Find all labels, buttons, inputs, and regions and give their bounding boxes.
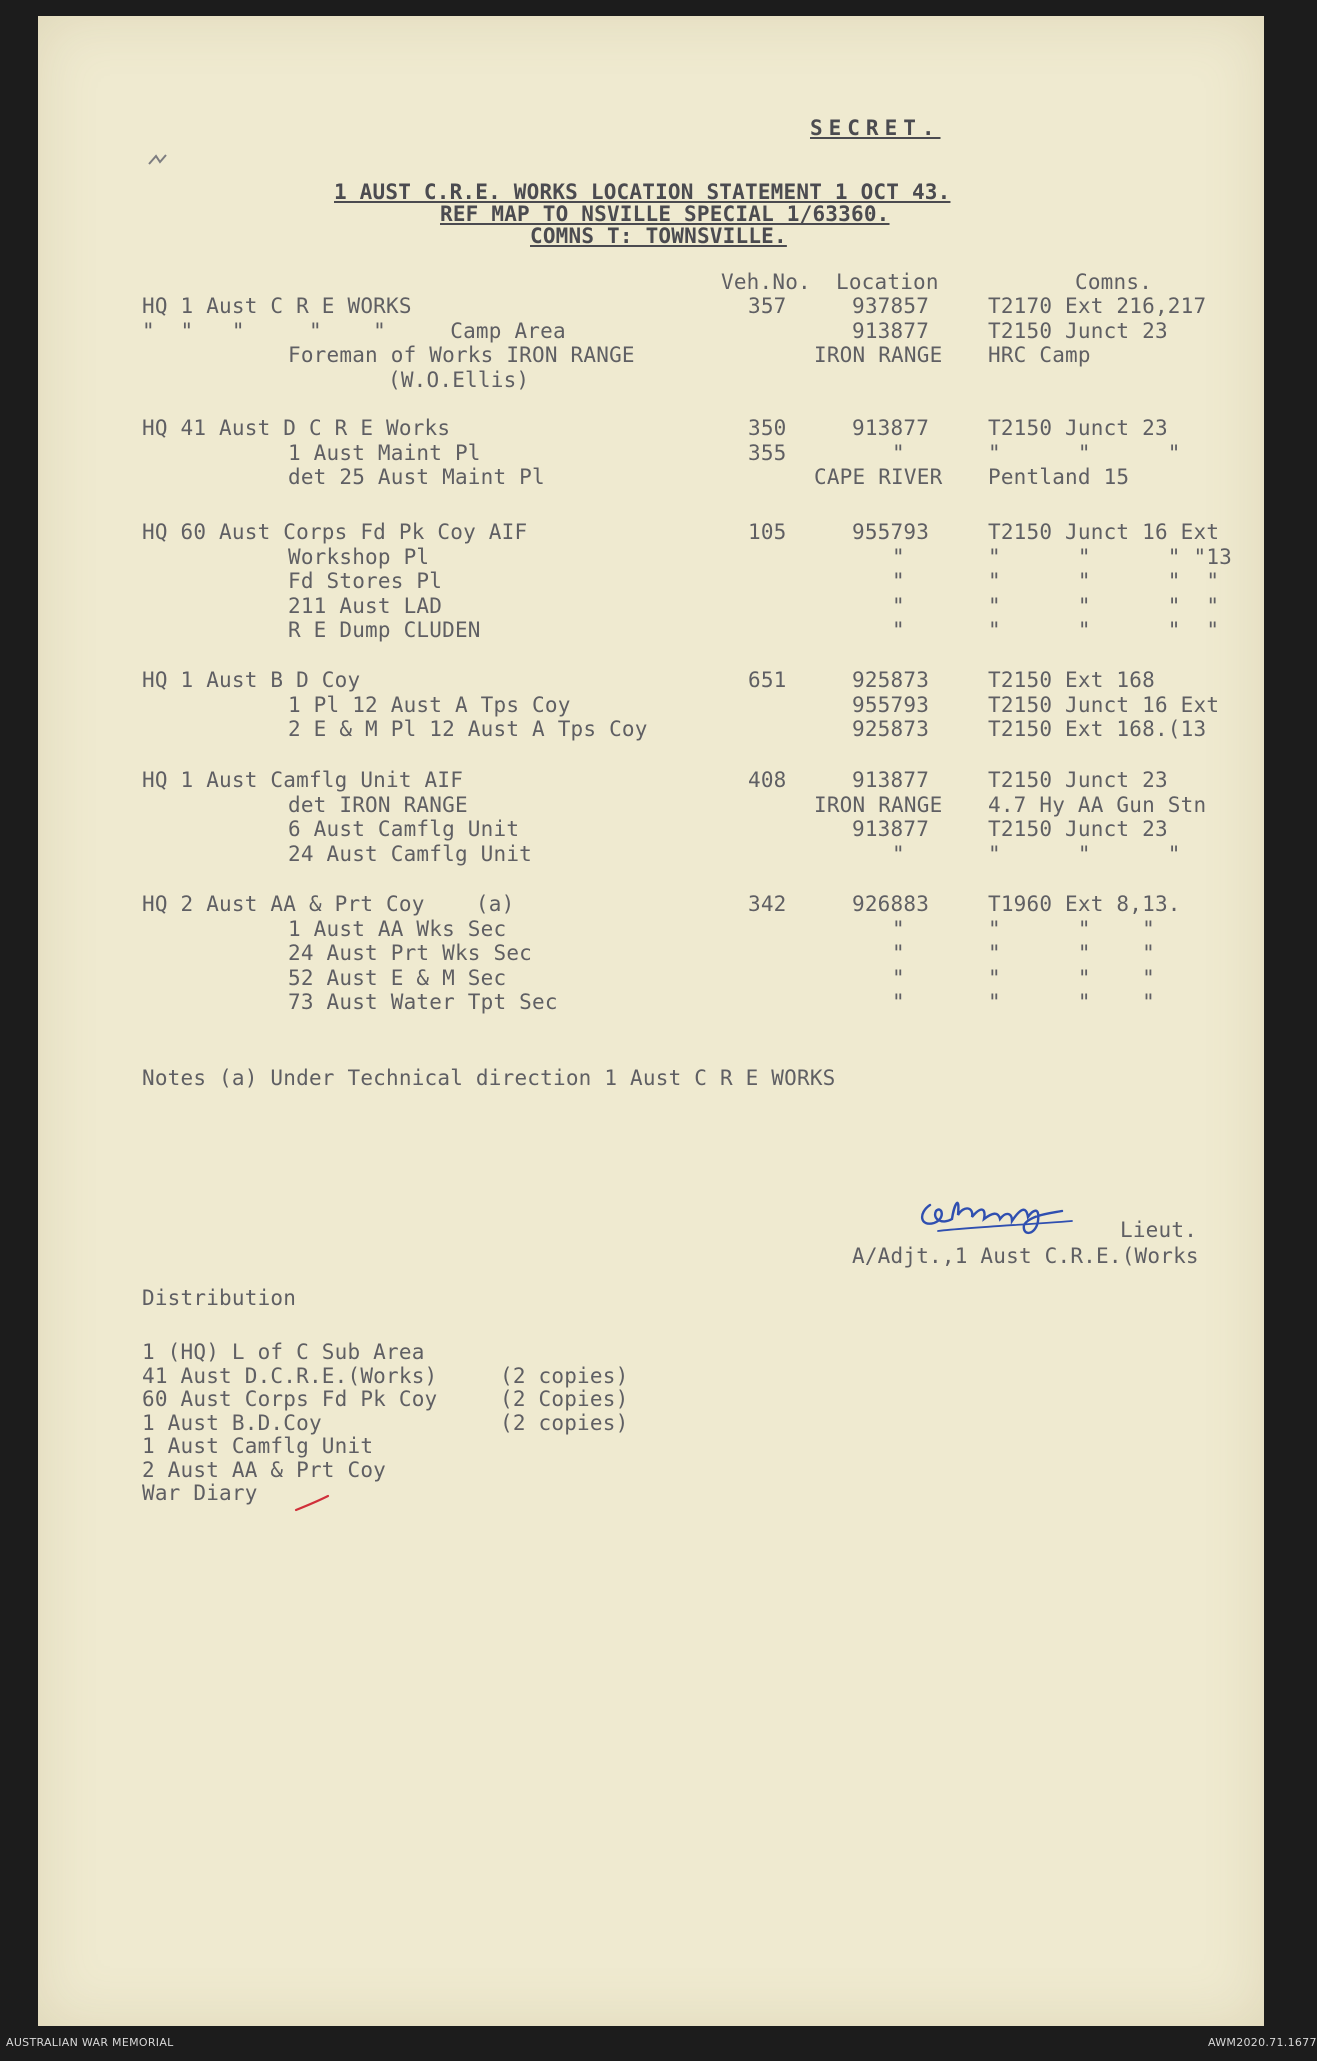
footer-archive-name: AUSTRALIAN WAR MEMORIAL xyxy=(6,2036,174,2049)
location-value: CAPE RIVER xyxy=(814,465,943,489)
unit-name: 1 Aust Maint Pl xyxy=(288,440,481,465)
unit-name: 24 Aust Prt Wks Sec xyxy=(288,941,533,965)
vehicle-number: 357 xyxy=(748,294,787,318)
notes-text: Notes (a) Under Technical direction 1 Aust C R E WORKS xyxy=(142,1066,836,1090)
location-value: " xyxy=(892,990,905,1014)
comms-value: " " " xyxy=(988,841,1181,866)
unit-name: det 25 Aust Maint Pl xyxy=(288,465,545,489)
footer-reference-number: AWM2020.71.1677 xyxy=(1208,2036,1317,2049)
location-value: " xyxy=(892,965,905,990)
location-value: 913877 xyxy=(852,318,930,343)
location-value: 913877 xyxy=(852,768,930,792)
location-value: " xyxy=(892,618,905,642)
signature-appointment: A/Adjt.,1 Aust C.R.E.(Works xyxy=(852,1244,1199,1268)
title-line: REF MAP TO NSVILLE SPECIAL 1/63360. xyxy=(440,202,890,226)
vehicle-number: 408 xyxy=(748,768,787,792)
vehicle-number: 355 xyxy=(748,440,787,465)
unit-name: HQ 1 Aust B D Coy xyxy=(142,668,361,692)
distribution-copies: (2 Copies) xyxy=(500,1387,629,1411)
location-value: 926883 xyxy=(852,892,930,916)
comms-value: T2170 Ext 216,217 xyxy=(988,294,1207,318)
location-value: 925873 xyxy=(852,717,930,741)
unit-name: det IRON RANGE xyxy=(288,792,468,817)
comms-value: " " " xyxy=(988,941,1155,965)
comms-value: T1960 Ext 8,13. xyxy=(988,892,1181,916)
distribution-item: War Diary xyxy=(142,1481,258,1505)
location-header: Location xyxy=(836,270,939,294)
unit-name: HQ 60 Aust Corps Fd Pk Coy AIF xyxy=(142,520,528,544)
unit-name: 52 Aust E & M Sec xyxy=(288,965,507,990)
unit-name: HQ 1 Aust Camflg Unit AIF xyxy=(142,768,464,792)
distribution-item: 1 Aust Camflg Unit xyxy=(142,1434,374,1458)
location-value: 925873 xyxy=(852,668,930,692)
comms-value: " " " xyxy=(988,965,1155,990)
unit-name: Workshop Pl xyxy=(288,544,430,569)
location-value: 937857 xyxy=(852,294,930,318)
comms-value: T2150 Junct 23 xyxy=(988,416,1168,440)
location-value: " xyxy=(892,544,905,569)
title-line: 1 AUST C.R.E. WORKS LOCATION STATEMENT 1 OCT 43. xyxy=(334,180,951,204)
unit-name: 211 Aust LAD xyxy=(288,593,443,618)
distribution-item: 1 (HQ) L of C Sub Area xyxy=(142,1340,425,1364)
comms-value: " " " xyxy=(988,440,1181,465)
distribution-item: 1 Aust B.D.Coy xyxy=(142,1410,322,1435)
unit-name: 6 Aust Camflg Unit xyxy=(288,817,520,841)
location-value: " xyxy=(892,841,905,866)
classification-heading: SECRET. xyxy=(810,116,941,140)
location-value: 913877 xyxy=(852,416,930,440)
unit-name: HQ 1 Aust C R E WORKS xyxy=(142,294,412,318)
comms-value: T2150 Junct 23 xyxy=(988,318,1168,343)
comms-value: T2150 Ext 168 xyxy=(988,668,1155,692)
location-value: " xyxy=(892,941,905,965)
distribution-item: 2 Aust AA & Prt Coy xyxy=(142,1457,387,1482)
unit-name: Fd Stores Pl xyxy=(288,569,443,593)
comns-header: Comns. xyxy=(1075,270,1153,294)
comms-value: Pentland 15 xyxy=(988,465,1130,489)
distribution-item: 41 Aust D.C.R.E.(Works) xyxy=(142,1363,438,1388)
unit-name: 1 Pl 12 Aust A Tps Coy xyxy=(288,692,571,717)
veh-no-header: Veh.No. xyxy=(721,270,811,294)
distribution-heading: Distribution xyxy=(142,1286,297,1310)
vehicle-number: 342 xyxy=(748,892,787,916)
distribution-copies: (2 copies) xyxy=(500,1363,629,1388)
location-value: " xyxy=(892,593,905,618)
comms-value: 4.7 Hy AA Gun Stn xyxy=(988,792,1207,817)
title-line: COMNS T: TOWNSVILLE. xyxy=(530,224,787,248)
unit-name: (W.O.Ellis) xyxy=(388,367,530,392)
location-value: " xyxy=(892,916,905,941)
comms-value: " " " xyxy=(988,916,1155,941)
comms-value: HRC Camp xyxy=(988,343,1091,367)
unit-name: Foreman of Works IRON RANGE xyxy=(288,343,635,367)
unit-name: 1 Aust AA Wks Sec xyxy=(288,916,507,941)
unit-name: R E Dump CLUDEN xyxy=(288,618,481,642)
location-value: " xyxy=(892,569,905,593)
comms-value: " " " " xyxy=(988,618,1220,642)
unit-name: HQ 41 Aust D C R E Works xyxy=(142,416,451,440)
unit-name: " " " " " Camp Area xyxy=(142,318,566,343)
comms-value: " " " xyxy=(988,990,1155,1014)
comms-value: T2150 Junct 23 xyxy=(988,817,1168,841)
location-value: 955793 xyxy=(852,520,930,544)
unit-name: 2 E & M Pl 12 Aust A Tps Coy xyxy=(288,717,648,741)
red-tick-mark-icon xyxy=(292,1494,332,1514)
comms-value: " " " " xyxy=(988,569,1220,593)
comms-value: T2150 Junct 16 Ext xyxy=(988,520,1220,544)
pencil-mark-icon xyxy=(146,150,176,170)
distribution-copies: (2 copies) xyxy=(500,1410,629,1435)
vehicle-number: 105 xyxy=(748,520,787,544)
unit-name: 24 Aust Camflg Unit xyxy=(288,841,533,866)
vehicle-number: 651 xyxy=(748,668,787,692)
comms-value: " " " " xyxy=(988,593,1220,618)
location-value: IRON RANGE xyxy=(814,792,943,817)
location-value: " xyxy=(892,440,905,465)
comms-value: T2150 Junct 23 xyxy=(988,768,1168,792)
location-value: 955793 xyxy=(852,692,930,717)
distribution-item: 60 Aust Corps Fd Pk Coy xyxy=(142,1387,438,1411)
comms-value: " " " "13 xyxy=(988,544,1233,569)
location-value: IRON RANGE xyxy=(814,343,943,367)
handwritten-signature-icon xyxy=(912,1175,1142,1245)
unit-name: 73 Aust Water Tpt Sec xyxy=(288,990,558,1014)
comms-value: T2150 Junct 16 Ext xyxy=(988,692,1220,717)
comms-value: T2150 Ext 168.(13 xyxy=(988,717,1207,741)
vehicle-number: 350 xyxy=(748,416,787,440)
location-value: 913877 xyxy=(852,817,930,841)
signature-rank: Lieut. xyxy=(1120,1218,1198,1242)
unit-name: HQ 2 Aust AA & Prt Coy (a) xyxy=(142,892,515,916)
